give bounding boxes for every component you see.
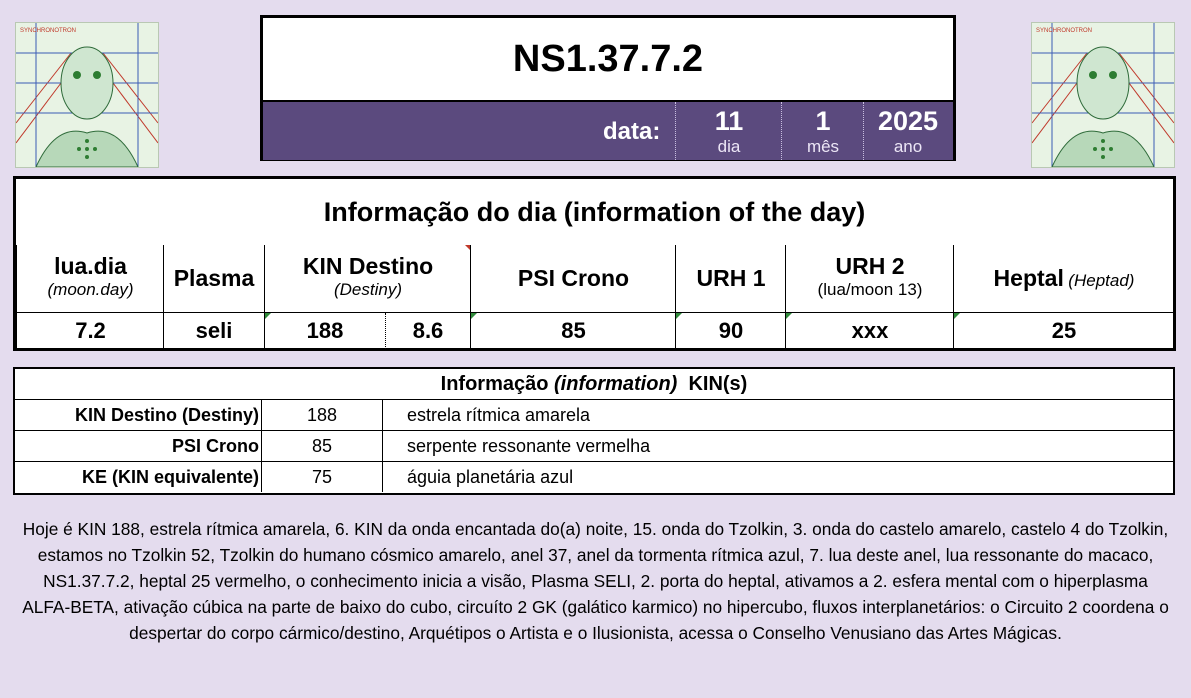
kin-info-table (13, 367, 1175, 495)
table-row (15, 462, 1173, 492)
day-label: dia (717, 137, 741, 156)
year-cell[interactable] (863, 102, 952, 160)
kin-info-title (15, 369, 1173, 400)
month-label: mês (806, 137, 840, 156)
date-label: data: (603, 118, 661, 145)
table-row (15, 431, 1173, 462)
col-urh2-label: URH 2 (835, 253, 905, 279)
year-label: ano (893, 137, 923, 156)
day-value: 11 (714, 106, 744, 136)
synchronotron-image-left (15, 22, 159, 168)
cell-marker-icon (471, 313, 477, 319)
col-urh2 (785, 245, 954, 348)
kin-row-description[interactable]: águia planetária azul (407, 467, 574, 487)
col-urh2-sub: (lua/moon 13) (817, 280, 923, 299)
kin-row-description[interactable]: serpente ressonante vermelha (407, 436, 651, 456)
header-box (260, 15, 956, 161)
kin-destiny-value2[interactable]: 8.6 (412, 318, 444, 343)
kin-row-key: KE (KIN equivalente) (81, 467, 259, 487)
col-kin-destiny-label: KIN Destino (302, 253, 434, 279)
day-info-title: Informação do dia (information of the day) (323, 197, 866, 227)
col-urh1 (675, 245, 786, 348)
col-psi-crono (470, 245, 676, 348)
kin-row-number[interactable]: 188 (261, 400, 383, 430)
col-kin-destiny (264, 245, 471, 348)
year-value: 2025 (877, 106, 939, 136)
psi-crono-value-text[interactable]: 85 (561, 318, 586, 343)
plasma-value[interactable]: seli (164, 312, 264, 349)
heptal-value (954, 312, 1174, 349)
col-moon-day-label: lua.dia (54, 253, 127, 279)
col-psi-crono-label: PSI Crono (517, 265, 630, 291)
psi-crono-value (471, 312, 676, 349)
urh2-value-text[interactable]: xxx (851, 318, 889, 343)
col-moon-day-sub: (moon.day) (47, 280, 134, 299)
col-heptal-sub: (Heptad) (1068, 271, 1135, 290)
col-plasma (163, 245, 264, 348)
month-cell[interactable] (781, 102, 864, 160)
kin-row-number[interactable]: 75 (261, 462, 383, 492)
synchronotron-image-right (1031, 22, 1175, 168)
kin-info-title-italic: (information) (554, 373, 678, 395)
kin-row-number[interactable]: 85 (261, 431, 383, 461)
page-title: NS1.37.7.2 (512, 37, 704, 80)
urh2-value (786, 312, 954, 349)
urh1-value-text[interactable]: 90 (718, 318, 744, 343)
moon-day-value[interactable]: 7.2 (17, 312, 164, 349)
col-urh1-label: URH 1 (696, 265, 766, 291)
col-plasma-label: Plasma (173, 265, 255, 291)
kin-info-title-pre: Informação (440, 373, 555, 395)
urh1-value (676, 312, 786, 349)
month-value: 1 (815, 106, 831, 136)
kin-row-key: KIN Destino (Destiny) (74, 405, 259, 425)
cell-marker-icon (676, 313, 682, 319)
heptal-value-text[interactable]: 25 (1051, 318, 1077, 343)
cell-marker-icon (265, 313, 271, 319)
kin-destiny-value[interactable]: 188 (265, 313, 386, 349)
summary-text: Hoje é KIN 188, estrela rítmica amarela, 6. KIN da onda encantada do(a) noite, 15. onda do Tzolkin, 3. onda do castelo amarelo, castelo 4 do Tzolkin, estamos no Tzolkin 52, Tzolkin do humano cósmico amarelo, anel 37, anel da tormenta rítmica azul, 7. lua deste anel, lua ressonante do macaco, NS1.37.7.2, heptal 25 vermelho, o conhecimento inicia a visão, Plasma SELI, 2. porta do heptal, ativamos a 2. esfera mental com o hiperplasma ALFA-BETA, ativação cúbica na parte de baixo do cubo, circuíto 2 GK (galático karmico) no hipercubo, fluxos interplanetários: o Circuito 2 coordena o despertar do corpo cármico/destino, Arquétipos o Artista e o Ilusionista, acessa o Conselho Venusiano das Artes Mágicas. (22, 519, 1169, 643)
col-moon-day (16, 245, 164, 348)
cell-marker-icon (786, 313, 792, 319)
cell-marker-icon (954, 313, 960, 319)
col-heptal-label: Heptal (993, 265, 1064, 291)
right-logo-text: SYNCHRONOTRON (1036, 28, 1093, 34)
kin-row-description[interactable]: estrela rítmica amarela (407, 405, 591, 425)
kin-row-key: PSI Crono (171, 436, 259, 456)
date-bar (263, 100, 953, 160)
day-info-table (13, 176, 1176, 351)
col-kin-destiny-sub: (Destiny) (333, 280, 402, 299)
kin-destiny-values (265, 312, 471, 349)
kin-info-title-post: KIN(s) (677, 373, 748, 395)
table-row (15, 400, 1173, 431)
col-heptal (953, 245, 1174, 348)
day-cell[interactable] (675, 102, 782, 160)
left-logo-text: SYNCHRONOTRON (20, 28, 77, 34)
